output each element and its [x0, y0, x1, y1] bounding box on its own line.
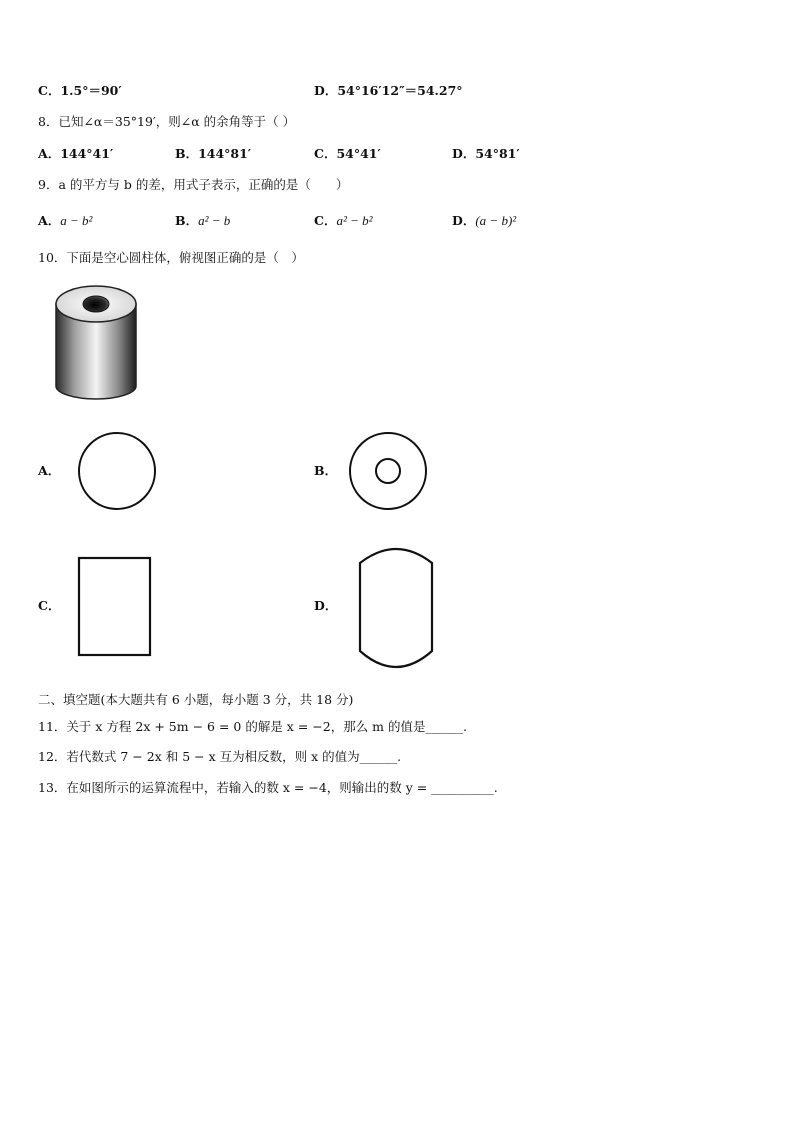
q10-option-a-circle	[77, 431, 157, 511]
q9-option-c: C．a² − b²	[314, 213, 373, 228]
q8-option-b: B．144°81′	[175, 146, 252, 161]
q7-option-d: D．54°16′12″＝54.27°	[314, 83, 463, 98]
q10-option-d-curved-rectangle	[357, 545, 435, 673]
q11-stem: 11．关于 x 方程 2x + 5m − 6 = 0 的解是 x = −2，那么 m 的值是______.	[38, 719, 467, 734]
q9-option-b-expr: a² − b	[198, 213, 231, 228]
q10-option-b-label: B．	[314, 463, 338, 478]
q13-stem: 13．在如图所示的运算流程中，若输入的数 x = −4，则输出的数 y = __________.	[38, 780, 498, 795]
section-2-heading: 二、填空题(本大题共有 6 小题，每小题 3 分，共 18 分)	[38, 692, 354, 707]
q10-option-d-label: D．	[314, 598, 338, 613]
q9-option-a-expr: a − b²	[60, 213, 93, 228]
q10-stem: 10．下面是空心圆柱体，俯视图正确的是（ ）	[38, 250, 304, 265]
q12-stem: 12．若代数式 7 − 2x 和 5 − x 互为相反数，则 x 的值为______.	[38, 749, 402, 764]
q9-stem: 9．a 的平方与 b 的差，用式子表示，正确的是（ ）	[38, 177, 349, 192]
q10-option-b-concentric-circles	[348, 431, 428, 511]
q8-stem: 8．已知∠α＝35°19′，则∠α 的余角等于（ ）	[38, 114, 296, 129]
q10-option-a-label: A．	[38, 463, 61, 478]
q7-option-c: C．1.5°＝90′	[38, 83, 122, 98]
hollow-cylinder-figure	[50, 282, 142, 404]
q10-option-c-rectangle	[77, 556, 153, 658]
q9-option-b: B．a² − b	[175, 213, 231, 228]
q9-option-a: A．a − b²	[38, 213, 93, 228]
q9-option-d: D．(a − b)²	[452, 213, 517, 228]
q8-option-c: C．54°41′	[314, 146, 381, 161]
q8-option-a: A．144°41′	[38, 146, 114, 161]
q9-option-d-expr: (a − b)²	[475, 213, 517, 228]
q10-option-c-label: C．	[38, 598, 61, 613]
q8-option-d: D．54°81′	[452, 146, 520, 161]
q9-option-c-expr: a² − b²	[336, 213, 373, 228]
